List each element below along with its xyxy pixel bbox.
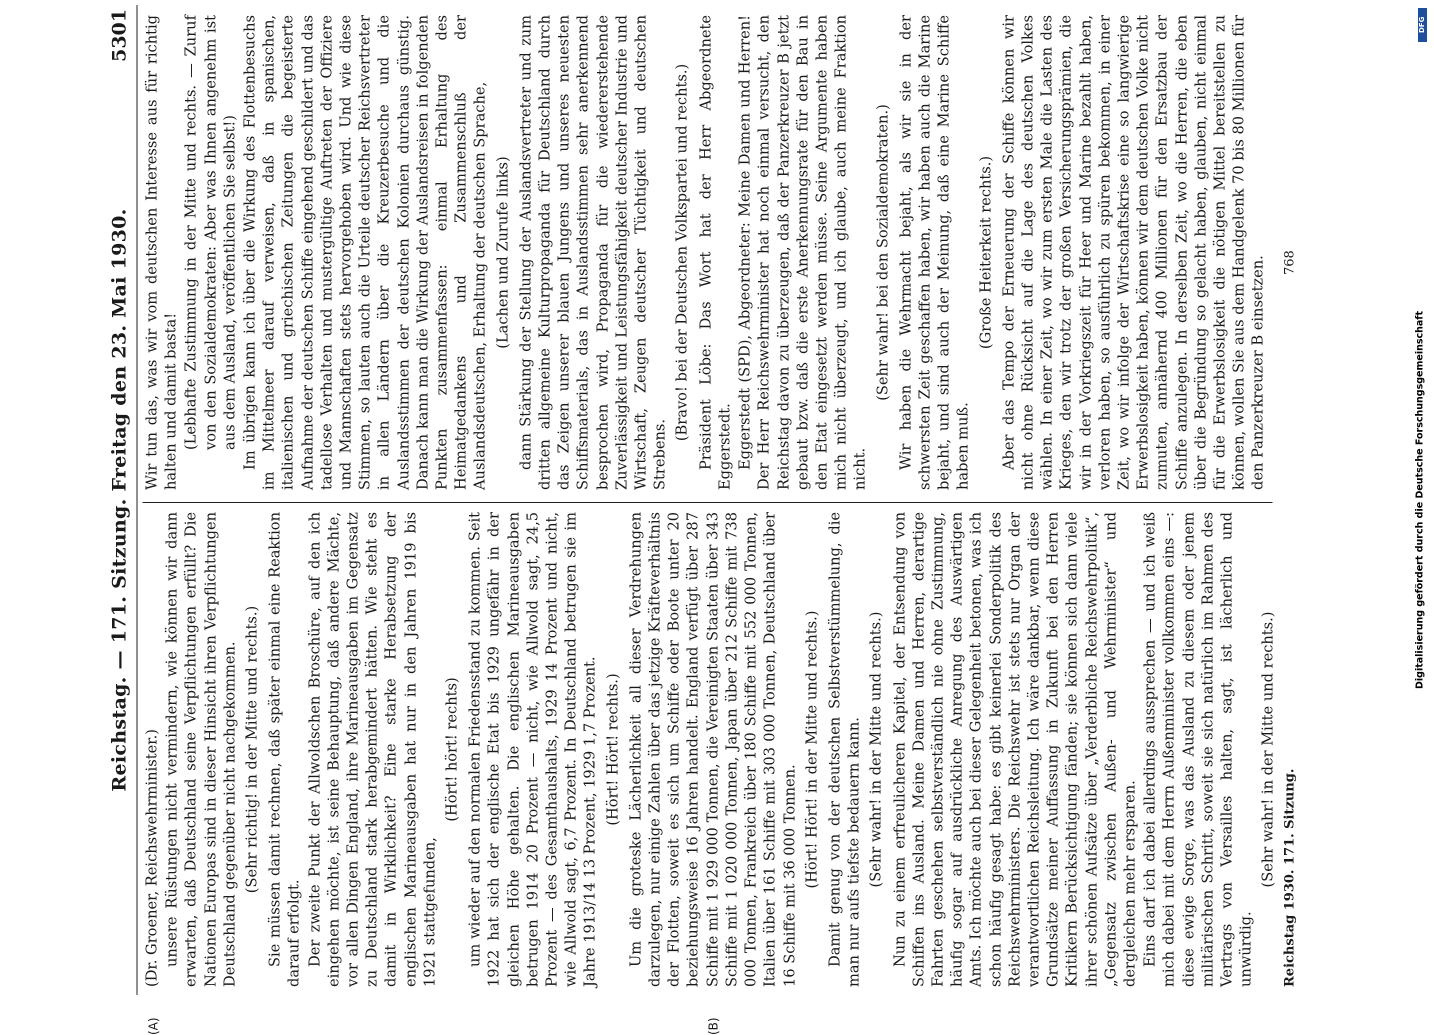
page-header (107, 5, 138, 995)
interjection: (Sehr wahr! in der Mitte und rechts.) (1259, 611, 1277, 888)
paragraph: um wieder auf den normalen Friedensstand zu kommen. Seit 1922 hat sich der englische Etat bis 1929 ungefähr in der gleichen Höhe gehalten. Die englischen Marineausgaben betrugen 1914 20 Prozent — nicht, wie Allwold sagt, 24,5 Prozent — des Gesamthaushalts, 1929 14 Prozent und nicht, wie Allwold sagt, 6,7 Prozent. In Deutschland betrugen sie im Jahre 1913/14 13 Prozent, 1929 1,7 Prozent. (466, 512, 599, 987)
page-code: 768 (1282, 250, 1298, 275)
interjection: (Sehr wahr! bei den Sozialdemokraten.) (874, 104, 892, 401)
interjection: (Große Heiterkeit rechts.) (977, 155, 995, 350)
left-column (143, 512, 1277, 987)
paragraph: Aber das Tempo der Erneuerung der Schiffe können wir nicht ohne Rücksicht auf die Lage des deutschen Volkes wählen. In einer Zeit, wo wir zum ersten Male die Lasten des Krieges, den wir trotz der großen Versicherungsprämien, die wir in der Vorkriegszeit für Heer und Marine bezahlt haben, verloren haben, so ausführlich zu spüren bekommen, in einer Zeit, wo wir infolge der Wirtschaftskrise eine so langwierige Erwerbslosigkeit haben, können wir dem deutschen Volke nicht zumuten, annähernd 400 Millionen für den Ersatzbau der Schiffe anzulegen. In derselben Zeit, wo die Herren, die eben über die Begründung so gelacht haben, glauben, nicht einmal für die Erwerbslosigkeit die nötigen Mittel bereitstellen zu können, wollen Sie aus dem Handgelenk 70 bis 80 Millionen für den Panzerkreuzer B einsetzen. (1000, 15, 1267, 490)
page-number: 5301 (108, 9, 131, 62)
interjection: (Hört! hört! rechts) (443, 677, 461, 822)
paragraph: Wir haben die Wehrmacht bejaht, als wir sie in der schwersten Zeit geschaffen haben, wir haben auch die Marine bejaht, und sind auch der Meinung, daß eine Marine Schiffe haben muß. (897, 15, 972, 490)
dfg-logo-icon: DFG (1418, 8, 1427, 42)
paragraph: Sie müssen damit rechnen, daß später einmal eine Reaktion darauf erfolgt. (266, 512, 303, 987)
funding-note: Digitalisierung gefördert durch die Deutsche Forschungsgemeinschaft (1414, 311, 1426, 689)
margin-mark-c (147, 0, 161, 1)
document-page (107, 5, 1322, 1035)
column-divider (143, 502, 1273, 503)
paragraph: Im übrigen kann ich über die Wirkung des Flottenbesuchs im Mittelmeer darauf verweisen, daß in spanischen, italienischen und griechischen Zeitungen die begeisterte Aufnahme der deutschen Schiffe eingehend geschildert und das tadellose Verhalten und mustergültige Auftreten der Offiziere und Mannschaften stets hervorgehoben wird. Und wie diese Stimmen, so lauten auch die Urteile deutscher Reichsvertreter in allen Ländern über die Kreuzerbesuche und die Auslandsstimmen der deutschen Kolonien durchaus günstig. Danach kann man die Wirkung der Auslandsreisen in folgenden Punkten zusammenfassen: einmal Erhaltung des Heimatgedankens und Zusammenschluß der Auslandsdeutschen, Erhaltung der deutschen Sprache, (241, 15, 489, 490)
interjection: (Lachen und Zurufe links) (494, 156, 512, 349)
paragraph: Wir tun das, was wir vom deutschen Interesse aus für richtig halten und damit basta! (143, 15, 180, 490)
interjection: (Sehr wahr! in der Mitte und rechts.) (867, 611, 885, 888)
speaker-line: (Dr. Groener, Reichswehrminister.) (143, 729, 161, 987)
speaker-paragraph: Eggerstedt (SPD), Abgeordneter: Meine Damen und Herren! Der Herr Reichswehrminister hat noch einmal versucht, den Reichstag davon zu überzeugen, daß der Panzerkreuzer B jetzt gebaut bzw. daß die erste Anerkennungsrate für den Bau in den Etat eingesetzt werden müsse. Seine Argumente haben mich nicht überzeugt, und ich glaube, auch meine Fraktion nicht. (736, 15, 869, 490)
page-footer: Reichstag 1930. 171. Sitzung. (1282, 768, 1298, 987)
paragraph: Der zweite Punkt der Allwoldschen Broschüre, auf den ich eingehen möchte, ist seine Behauptung, daß andere Mächte, vor allen Dingen England, ihre Marineausgaben im Gegensatz zu Deutschland stark herabgemindert hätten. Wie steht es damit in Wirklichkeit? Eine starke Herabsetzung der englischen Marineausgaben hat nur in den Jahren 1919 bis 1921 stattgefunden, (306, 512, 439, 987)
paragraph: Damit genug von der deutschen Selbstverstümmelung, die man nur aufs tiefste bedauern kann. (826, 512, 863, 987)
interjection: (Hört! Hört! in der Mitte und rechts.) (803, 610, 821, 889)
margin-mark-d (707, 0, 721, 1)
interjection: (Sehr richtig! in der Mitte und rechts.) (243, 605, 261, 894)
margin-mark-b: (B) (706, 1017, 721, 1035)
paragraph: Nun zu einem erfreulicheren Kapitel, der Entsendung von Schiffen ins Ausland. Meine Damen und Herren, derartige Fahrten geschehen selbstverständlich nie ohne Zustimmung, häufig sogar auf ausdrückliche Anregung des Auswärtigen Amts. Ich möchte auch bei dieser Gelegenheit betonen, was ich schon häufig gesagt habe: es gibt keinerlei Sonderpolitik des Reichswehrministers. Die Reichswehr ist stets nur Organ der verantwortlichen Reichsleitung. Ich wäre dankbar, wenn diese Grundsätze meiner Auffassung in Zukunft bei den Herren Kritikern Berücksichtigung fänden; sie können sich dann viele ihrer schönen Aufsätze über „Verderbliche Reichswehrpolitik“, „Gegensatz zwischen Außen- und Wehrminister“ und dergleichen mehr ersparen. (891, 512, 1139, 987)
interjection: (Bravo! bei der Deutschen Volkspartei und rechts.) (673, 63, 691, 442)
right-column (143, 15, 1273, 490)
president-statement: Präsident Löbe: Das Wort hat der Herr Abgeordnete Eggerstedt. (697, 15, 734, 490)
paragraph: dann Stärkung der Stellung der Auslandsvertreter und zum dritten allgemeine Kulturpropaganda für Deutschland durch das Zeigen unserer blauen Jungens und unseres neuesten Schiffsmaterials, das in Auslandsstimmen sehr anerkennend besprochen wird, Propaganda für die wiedererstehende Zuverlässigkeit und Leistungsfähigkeit deutscher Industrie und Wirtschaft, Zeugen deutscher Tüchtigkeit und deutschen Strebens. (517, 15, 669, 490)
paragraph: Eins darf ich dabei allerdings aussprechen — und ich weiß mich dabei mit dem Herrn Außenminister vollkommen eins —: diese ewige Sorge, was das Ausland zu diesem oder jenem militärischen Schritt, soweit sie sich natürlich im Rahmen des Vertrags von Versailles halten, sagt, ist lächerlich und unwürdig. (1141, 512, 1255, 987)
paragraph: unsere Rüstungen nicht vermindern, wie können wir dann erwarten, daß Deutschland seine Verpflichtungen erfüllt? Die Nationen Europas sind in dieser Hinsicht ihren Verpflichtungen Deutschland gegenüber nicht nachgekommen. (163, 512, 239, 987)
interjection: (Lebhafte Zustimmung in der Mitte und rechts. — Zuruf von den Sozialdemokraten: Aber was Ihnen angenehm ist aus dem Ausland, veröffentlichen Sie selbst!) (182, 15, 239, 450)
page-title: Reichstag. — 171. Sitzung. Freitag den 23. Mai 1930. (108, 208, 131, 792)
margin-mark-a: (A) (146, 1017, 161, 1035)
paragraph: Um die groteske Lächerlichkeit all dieser Verdrehungen darzulegen, nur einige Zahlen über das jetzige Kräfteverhältnis der Flotten, soweit es sich um Schiffe oder Boote unter 20 beziehungsweise 16 Jahren handelt. England verfügt über 287 Schiffe mit 1 929 000 Tonnen, die Vereinigten Staaten über 343 Schiffe mit 1 020 000 Tonnen, Japan über 212 Schiffe mit 738 000 Tonnen, Frankreich über 180 Schiffe mit 552 000 Tonnen, Italien über 161 Schiffe mit 303 000 Tonnen, Deutschland über 16 Schiffe mit 36 000 Tonnen. (627, 512, 798, 987)
interjection: (Hört! Hört! rechts.) (604, 673, 622, 826)
